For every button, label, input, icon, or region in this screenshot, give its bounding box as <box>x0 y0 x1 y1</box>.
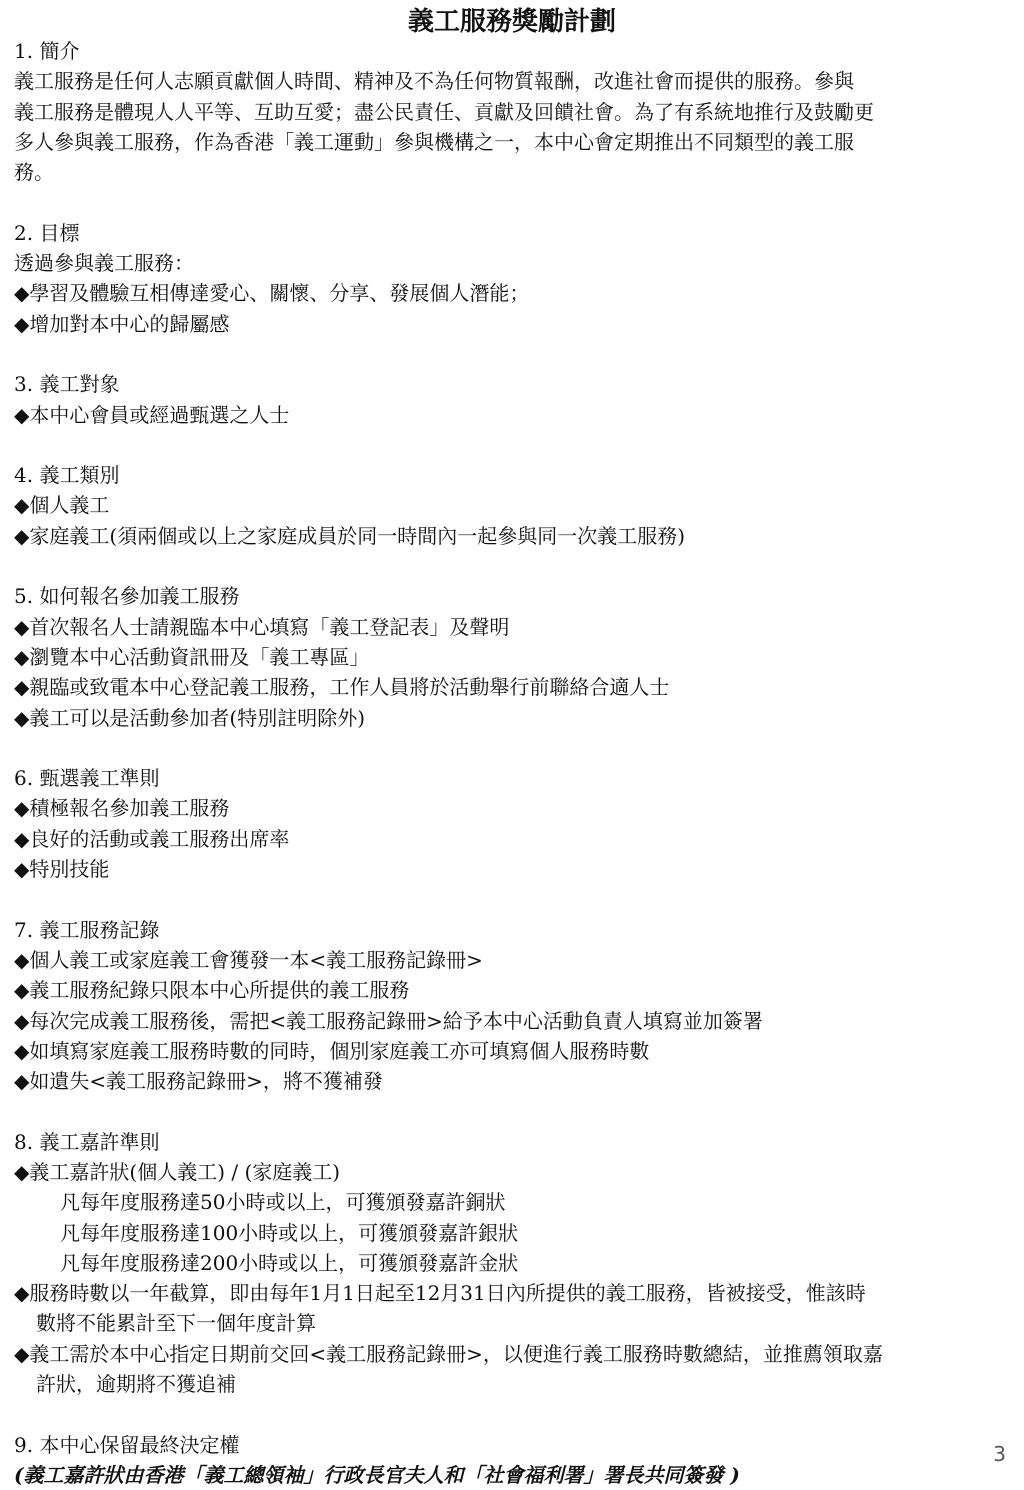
list-item <box>14 1339 1004 1369</box>
intro-paragraph-line: 義工服務是任何人志願貢獻個人時間、精神及不為任何物質報酬，改進社會而提供的服務。參與 <box>14 69 854 94</box>
list-item-text: 如填寫家庭義工服務時數的同時，個別家庭義工亦可填寫個人服務時數 <box>29 1038 650 1063</box>
list-item-text: 積極報名參加義工服務 <box>29 796 230 821</box>
diamond-bullet-icon: ◆ <box>14 644 30 669</box>
diamond-bullet-icon: ◆ <box>14 614 30 639</box>
list-item-text: 義工服務紀錄只限本中心所提供的義工服務 <box>29 978 410 1003</box>
list-item <box>14 490 1004 520</box>
list-item-text: 義工需於本中心指定日期前交回<義工服務記錄冊>，以便進行義工服務時數總結，並推薦領取嘉 <box>29 1341 883 1366</box>
diamond-bullet-icon: ◆ <box>14 1281 30 1306</box>
page-number: 3 <box>993 1442 1006 1466</box>
list-item <box>14 793 1004 823</box>
diamond-bullet-icon: ◆ <box>14 493 30 518</box>
list-item-text: 親臨或致電本中心登記義工服務，工作人員將於活動舉行前聯絡合適人士 <box>29 675 670 700</box>
list-item <box>14 521 1004 551</box>
list-item-text: 增加對本中心的歸屬感 <box>29 311 230 336</box>
list-item <box>14 642 1004 672</box>
section-heading-selection: 6. 甄選義工準則 <box>14 766 160 791</box>
award-issuer-note: (義工嘉許狀由香港「義工總領袖」行政長官夫人和「社會福利署」署長共同簽發 ) <box>14 1463 740 1487</box>
document-title: 義工服務獎勵計劃 <box>407 7 616 37</box>
diamond-bullet-icon: ◆ <box>14 675 30 700</box>
list-item-text: 家庭義工(須兩個或以上之家庭成員於同一時間內一起參與同一次義工服務) <box>29 523 685 548</box>
spacer <box>14 551 1004 581</box>
spacer <box>14 884 1004 914</box>
list-item <box>14 824 1004 854</box>
spacer <box>14 187 1004 217</box>
list-item-text: 本中心會員或經過甄選之人士 <box>29 402 290 427</box>
goals-intro: 透過參與義工服務： <box>14 251 194 276</box>
list-item-continuation: 許狀，逾期將不獲追補 <box>36 1372 236 1397</box>
list-item-text: 服務時數以一年截算，即由每年1月1日起至12月31日內所提供的義工服務，皆被接受，惟該時 <box>29 1281 866 1306</box>
spacer <box>14 733 1004 763</box>
list-item <box>14 612 1004 642</box>
diamond-bullet-icon: ◆ <box>14 857 30 882</box>
diamond-bullet-icon: ◆ <box>14 705 30 730</box>
list-item-text: 如遺失<義工服務記錄冊>，將不獲補發 <box>29 1069 383 1094</box>
award-tier-line: 凡每年度服務達200小時或以上，可獲頒發嘉許金狀 <box>60 1250 519 1275</box>
list-item-text: 學習及體驗互相傳達愛心、關懷、分享、發展個人潛能； <box>29 281 530 306</box>
intro-paragraph-line: 義工服務是體現人人平等、互助互愛；盡公民責任、貢獻及回饋社會。為了有系統地推行及鼓勵更 <box>14 99 874 124</box>
intro-paragraph-line: 多人參與義工服務，作為香港「義工運動」參與機構之一，本中心會定期推出不同類型的義工服 <box>14 129 854 154</box>
list-item-text: 良好的活動或義工服務出席率 <box>29 826 290 851</box>
diamond-bullet-icon: ◆ <box>14 402 30 427</box>
section-heading-intro: 1. 簡介 <box>14 39 80 63</box>
list-item-text: 義工嘉許狀(個人義工) / (家庭義工) <box>29 1159 341 1184</box>
diamond-bullet-icon: ◆ <box>14 1341 30 1366</box>
intro-paragraph-line: 務。 <box>14 160 54 185</box>
list-item <box>14 1006 1004 1036</box>
list-item-text: 個人義工 <box>29 493 110 518</box>
list-item <box>14 672 1004 702</box>
spacer <box>14 1399 1004 1429</box>
list-item <box>14 1066 1004 1096</box>
section-heading-categories: 4. 義工類別 <box>14 463 120 488</box>
section-heading-records: 7. 義工服務記錄 <box>14 917 160 942</box>
spacer <box>14 1096 1004 1126</box>
section-heading-goals: 2. 目標 <box>14 220 80 245</box>
award-tier-line: 凡每年度服務達100小時或以上，可獲頒發嘉許銀狀 <box>60 1220 519 1245</box>
spacer <box>14 430 1004 460</box>
list-item <box>14 1157 1004 1187</box>
diamond-bullet-icon: ◆ <box>14 978 30 1003</box>
list-item <box>14 278 1004 308</box>
diamond-bullet-icon: ◆ <box>14 1038 30 1063</box>
diamond-bullet-icon: ◆ <box>14 523 30 548</box>
award-tier-line: 凡每年度服務達50小時或以上，可獲頒發嘉許銅狀 <box>60 1190 506 1215</box>
list-item <box>14 400 1004 430</box>
list-item <box>14 309 1004 339</box>
list-item-text: 每次完成義工服務後，需把<義工服務記錄冊>給予本中心活動負責人填寫並加簽署 <box>29 1008 763 1033</box>
spacer <box>14 339 1004 369</box>
diamond-bullet-icon: ◆ <box>14 311 30 336</box>
section-heading-final-decision: 9. 本中心保留最終決定權 <box>14 1432 240 1457</box>
list-item <box>14 1278 1004 1308</box>
diamond-bullet-icon: ◆ <box>14 796 30 821</box>
section-heading-target: 3. 義工對象 <box>14 372 120 397</box>
diamond-bullet-icon: ◆ <box>14 1069 30 1094</box>
diamond-bullet-icon: ◆ <box>14 826 30 851</box>
diamond-bullet-icon: ◆ <box>14 947 30 972</box>
diamond-bullet-icon: ◆ <box>14 1159 30 1184</box>
list-item-text: 個人義工或家庭義工會獲發一本<義工服務記錄冊> <box>29 947 483 972</box>
document-body <box>14 36 1004 1460</box>
list-item <box>14 703 1004 733</box>
list-item-text: 瀏覽本中心活動資訊冊及「義工專區」 <box>29 644 370 669</box>
list-item-text: 首次報名人士請親臨本中心填寫「義工登記表」及聲明 <box>29 614 510 639</box>
list-item-text: 特別技能 <box>29 857 110 882</box>
diamond-bullet-icon: ◆ <box>14 281 30 306</box>
list-item <box>14 975 1004 1005</box>
list-item-continuation: 數將不能累計至下一個年度計算 <box>36 1311 316 1336</box>
diamond-bullet-icon: ◆ <box>14 1008 30 1033</box>
list-item <box>14 854 1004 884</box>
list-item-text: 義工可以是活動參加者(特別註明除外) <box>29 705 365 730</box>
section-heading-awards: 8. 義工嘉許準則 <box>14 1129 160 1154</box>
list-item <box>14 945 1004 975</box>
list-item <box>14 1036 1004 1066</box>
section-heading-registration: 5. 如何報名參加義工服務 <box>14 584 240 609</box>
